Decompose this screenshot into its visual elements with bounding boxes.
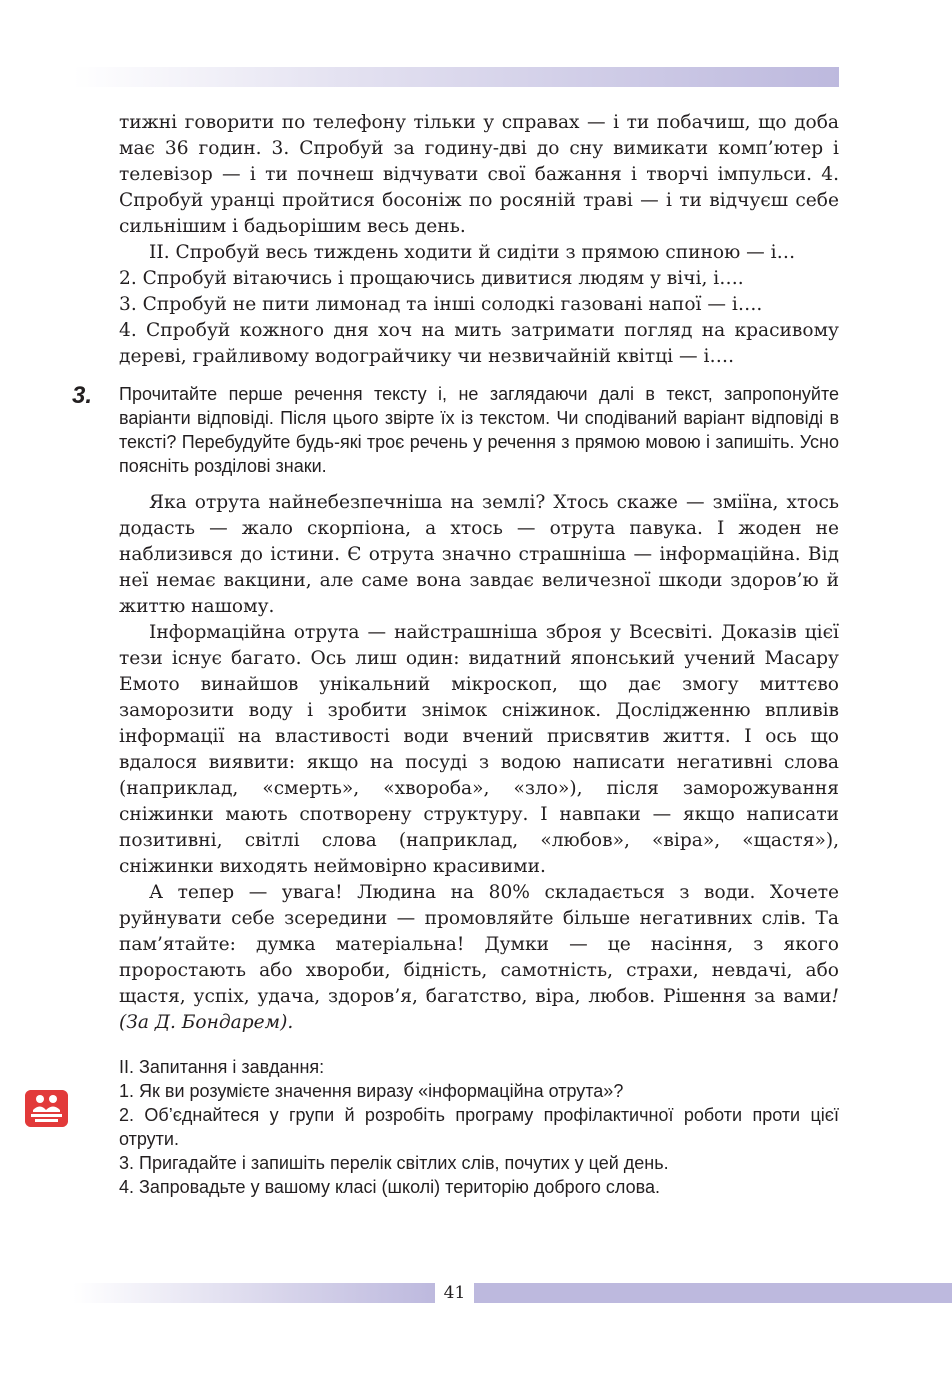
footer-band-right: [474, 1283, 952, 1303]
task-number: 3.: [72, 382, 93, 409]
questions-block: [119, 1055, 839, 1199]
footer-band-left: [73, 1283, 435, 1303]
question-item: 4. Запровадьте у вашому класі (школі) територію доброго слова.: [119, 1177, 660, 1197]
intro-line: 2. Спробуй вітаючись і прощаючись дивитися людям у вічі, і….: [119, 268, 744, 289]
story-paragraph: Інформаційна отрута — найстрашніша зброя у Всесвіті. Доказів цієї тези існує багато. Ось лиш один: видатний японський учений Масару Емото винайшов унікальний мікроскоп, що дає змогу миттєво заморозити воду і зробити знімок сніжинок. Дослідженню впливів інформації на властивості води вчений присвятив життя. І ось що вдалося виявити: якщо на посуді з водою написати негативні слова (наприклад, «смерть», «хвороба», «зло»), після заморожування сніжинки мають спотворену структуру. І навпаки — якщо написати позитивні, світлі слова (наприклад, «любов», «віра», «щастя»), сніжинки виходять неймовірно красивими.: [119, 622, 839, 877]
task-text: Прочитайте перше речення тексту і, не заглядаючи далі в текст, запропонуйте варіанти відповіді. Після цього звірте їх із текстом. Чи сподіваний варіант відповіді в тексті? Перебудуйте будь-які троє речень у речення з прямою мовою і запишіть. Усно поясніть розділові знаки.: [119, 384, 839, 476]
task-instruction: [119, 382, 839, 478]
story-text: [119, 490, 839, 1036]
story-paragraph: Яка отрута найнебезпечніша на землі? Хтось скаже — зміїна, хтось додасть — жало скорпіона, а хтось — отрута павука. І жоден не наблизився до істини. Є отрута значно страшніша — інформаційна. Від неї немає вакцини, але саме вона завдає величезної шкоди здоров’ю й життю нашому.: [119, 492, 839, 617]
questions-heading: ІІ. Запитання і завдання:: [119, 1057, 325, 1077]
intro-line: 4. Спробуй кожного дня хоч на мить затримати погляд на красивому дереві, грайливому водограйчику чи незвичайній квітці — і….: [119, 320, 839, 367]
page-number: 41: [435, 1283, 474, 1303]
intro-line: ІІ. Спробуй весь тиждень ходити й сидіти з прямою спиною — і…: [149, 242, 796, 263]
story-paragraph-text: А тепер — увага! Людина на 80% складається з води. Хочете руйнувати себе зсередини — промовляйте більше негативних слів. Та пам’ятайте: думка матеріальна! Думки — це насіння, з якого проростають або хвороби, бідність, самотність, страхи, невдачі, або щастя, успіх, удача, здоров’я, багатство, віра, любов. Рішення за вами: [119, 882, 839, 1007]
intro-text: [119, 110, 839, 370]
intro-line: 3. Спробуй не пити лимонад та інші солодкі газовані напої — і….: [119, 294, 763, 315]
story-source: ! (За Д. Бондарем).: [119, 986, 839, 1033]
question-item: 3. Пригадайте і запишіть перелік світлих слів, почутих у цей день.: [119, 1153, 669, 1173]
intro-paragraph: тижні говорити по телефону тільки у справах — і ти побачиш, що доба має 36 годин. 3. Спробуй за годину-дві до сну вимикати комп’ютер і телевізор — і ти почнеш відчувати свої бажання і творчі імпульси. 4. Спробуй уранці пройтися босоніж по росяній траві — і ти відчуєш себе сильнішим і бадьорішим весь день.: [119, 112, 839, 237]
header-band: [73, 67, 839, 87]
story-paragraph: [119, 880, 839, 1036]
question-item: 1. Як ви розумієте значення виразу «інформаційна отрута»?: [119, 1081, 624, 1101]
question-item: 2. Об’єднайтеся у групи й розробіть програму профілактичної роботи проти цієї отрути.: [119, 1105, 839, 1149]
group-work-icon: [25, 1090, 68, 1127]
